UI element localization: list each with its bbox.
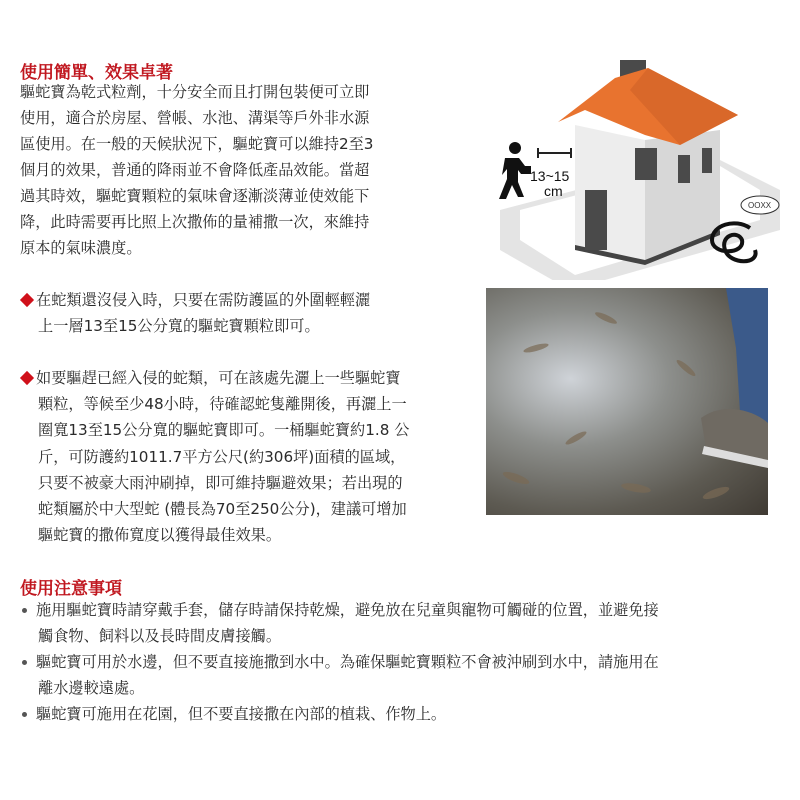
distance-label: 13~15	[530, 168, 570, 184]
diamond-bullet-icon	[20, 293, 34, 307]
precaution-line: 驅蛇寶可用於水邊，但不要直接施撒到水中。為確保驅蛇寶顆粒不會被沖刷到水中，請施用在	[36, 653, 659, 671]
tip-line: 斤，可防護約1011.7平方公尺(約306坪)面積的區域，	[38, 448, 406, 466]
bullet-dot-icon	[22, 608, 27, 613]
intro-line: 使用，適合於房屋、營帳、水池、溝渠等戶外非水源	[20, 109, 370, 127]
intro-line: 驅蛇寶為乾式粒劑，十分安全而且打開包裝便可立即	[20, 83, 370, 101]
diamond-bullet-icon	[20, 371, 34, 385]
tip-line: 顆粒，等候至少48小時，待確認蛇隻離開後，再灑上一	[38, 395, 407, 413]
tip-line: 圈寬13至15公分寬的驅蛇寶即可。一桶驅蛇寶約1.8 公	[38, 421, 410, 439]
bullet-dot-icon	[22, 660, 27, 665]
tip-line: 驅蛇寶的撒佈寬度以獲得最佳效果。	[38, 526, 281, 544]
tip-line: 在蛇類還沒侵入時，只要在需防護區的外圍輕輕灑	[36, 291, 371, 309]
tip-line: 蛇類屬於中大型蛇 (體長為70至250公分)，建議可增加	[38, 500, 407, 518]
person-icon	[499, 142, 531, 199]
tip-line: 如要驅趕已經入侵的蛇類，可在該處先灑上一些驅蛇寶	[36, 369, 401, 387]
precaution-line: 觸食物、飼料以及長時間皮膚接觸。	[38, 627, 281, 645]
intro-line: 個月的效果，普通的降雨並不會降低產品效能。當超	[20, 161, 370, 179]
distance-unit: cm	[544, 183, 563, 199]
intro-line: 區使用。在一般的天候狀況下，驅蛇寶可以維持2至3	[20, 135, 374, 153]
intro-line: 降，此時需要再比照上次撒佈的量補撒一次，來維持	[20, 213, 370, 231]
precaution-line: 驅蛇寶可施用在花園，但不要直接撒在內部的植栽、作物上。	[36, 705, 447, 723]
tip-line: 只要不被豪大雨沖刷掉，即可維持驅避效果；若出現的	[38, 474, 403, 492]
house-illustration	[480, 50, 790, 280]
section-title-precautions: 使用注意事項	[20, 579, 122, 599]
precaution-line: 施用驅蛇寶時請穿戴手套，儲存時請保持乾燥，避免放在兒童與寵物可觸碰的位置，並避免接	[36, 601, 659, 619]
speech-bubble-text: OOXX	[748, 201, 772, 210]
intro-line: 原本的氣味濃度。	[20, 239, 142, 257]
bullet-dot-icon	[22, 712, 27, 717]
precaution-line: 離水邊較遠處。	[38, 679, 145, 697]
tip-line: 上一層13至15公分寬的驅蛇寶顆粒即可。	[38, 317, 320, 335]
spreading-granules-photo	[486, 288, 768, 515]
section-title-easy-use: 使用簡單、效果卓著	[20, 63, 173, 83]
intro-line: 過其時效，驅蛇寶顆粒的氣味會逐漸淡薄並使效能下	[20, 187, 370, 205]
